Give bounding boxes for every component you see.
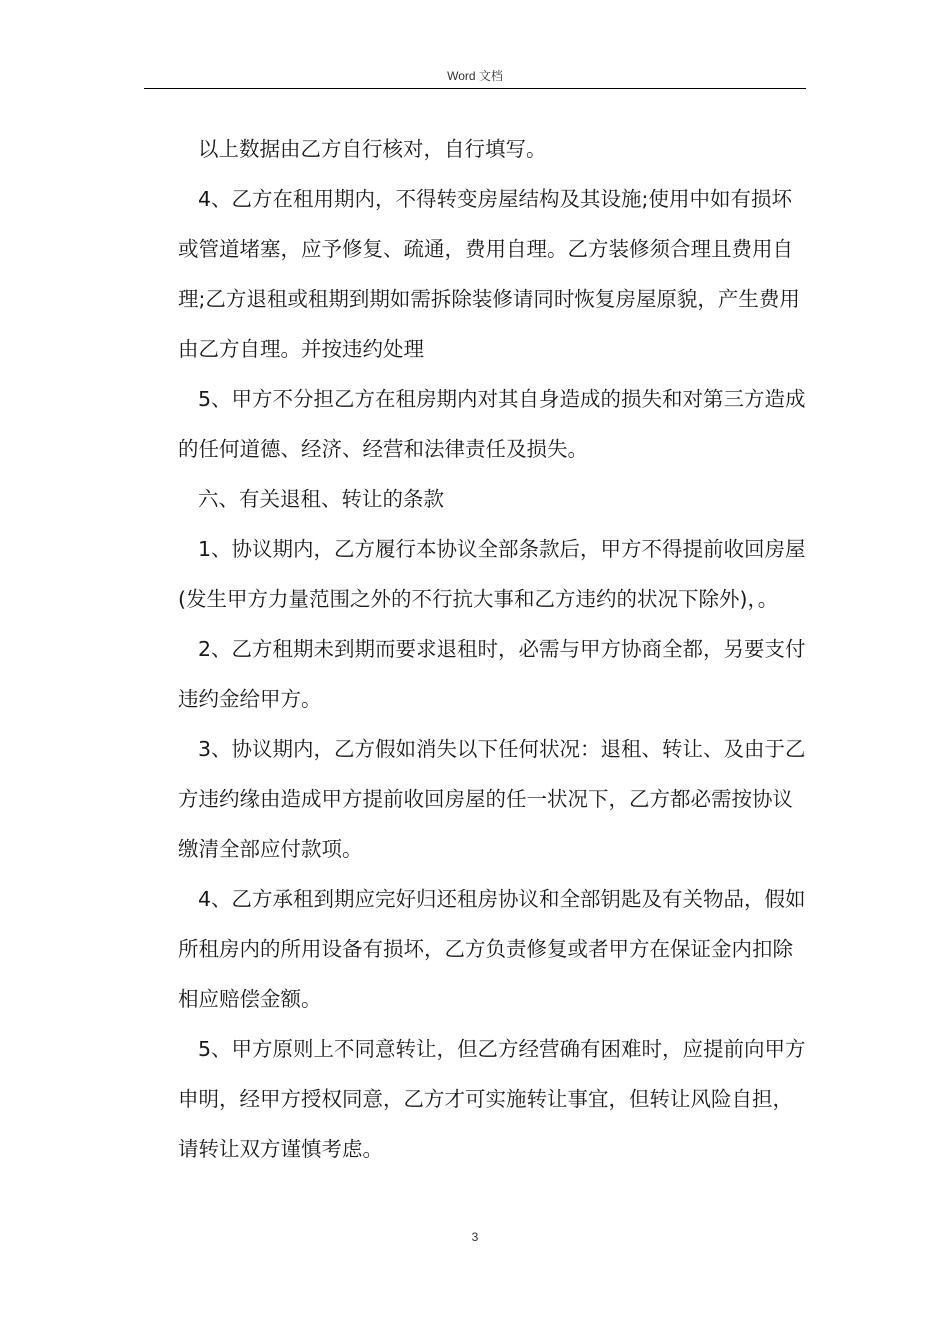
page-number: 3 xyxy=(471,1230,479,1244)
header-title: Word 文档 xyxy=(447,69,503,83)
paragraph: 1、协议期内，乙方履行本协议全部条款后，甲方不得提前收回房屋(发生甲方力量范围之外的不行抗大事和乙方违约的状况下除外)，。 xyxy=(178,537,806,611)
paragraph: 2、乙方租期未到期而要求退租时，必需与甲方协商全都，另要支付违约金给甲方。 xyxy=(178,637,806,711)
document-body xyxy=(178,124,808,1174)
page-header xyxy=(144,0,806,90)
paragraph: 4、乙方在租用期内，不得转变房屋结构及其设施;使用中如有损坏或管道堵塞，应予修复、疏通，费用自理。乙方装修须合理且费用自理;乙方退租或租期到期如需拆除装修请同时恢复房屋原貌，产生费用由乙方自理。并按违约处理 xyxy=(178,187,800,361)
section-heading: 六、有关退租、转让的条款 xyxy=(198,487,444,511)
paragraph: 5、甲方原则上不同意转让，但乙方经营确有困难时，应提前向甲方申明，经甲方授权同意，乙方才可实施转让事宜，但转让风险自担，请转让双方谨慎考虑。 xyxy=(178,1037,806,1161)
paragraph: 以上数据由乙方自行核对，自行填写。 xyxy=(198,137,547,161)
paragraph: 5、甲方不分担乙方在租房期内对其自身造成的损失和对第三方造成的任何道德、经济、经营和法律责任及损失。 xyxy=(178,387,806,461)
paragraph: 4、乙方承租到期应完好归还租房协议和全部钥匙及有关物品，假如所租房内的所用设备有损坏，乙方负责修复或者甲方在保证金内扣除相应赔偿金额。 xyxy=(178,887,806,1011)
header-divider xyxy=(144,88,806,89)
paragraph: 3、协议期内，乙方假如消失以下任何状况：退租、转让、及由于乙方违约缘由造成甲方提前收回房屋的任一状况下，乙方都必需按协议缴清全部应付款项。 xyxy=(178,737,806,861)
